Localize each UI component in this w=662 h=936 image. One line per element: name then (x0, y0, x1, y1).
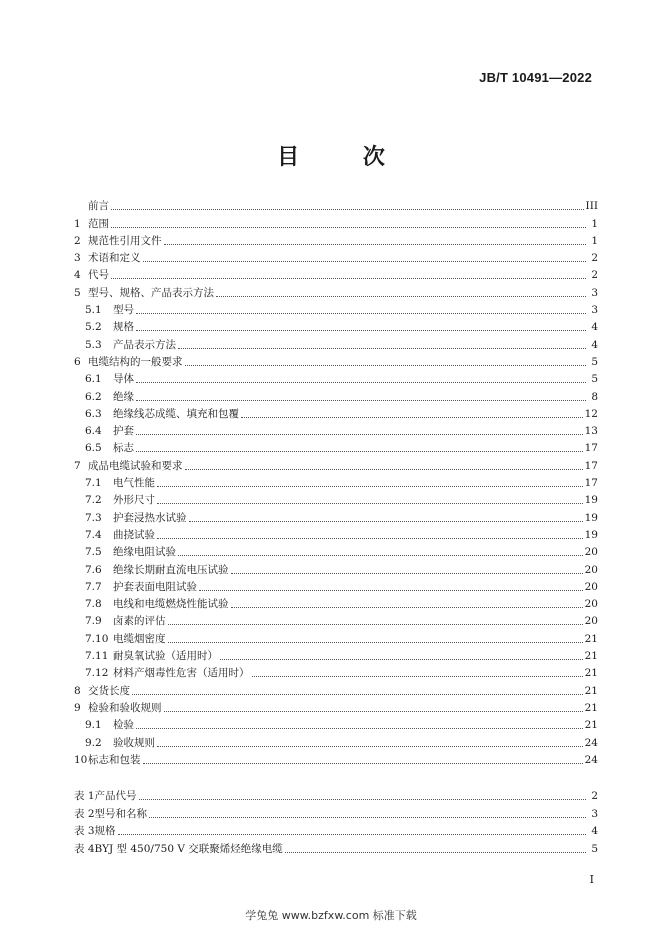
dot-leader (136, 451, 583, 452)
toc-entry[interactable] (74, 455, 598, 472)
toc-entry-page: 17 (584, 459, 598, 472)
toc-entry-label: 检验和验收规则 (88, 701, 162, 714)
toc-entry-label: 型号 (113, 304, 134, 317)
toc-entry-page: 24 (584, 736, 598, 749)
toc-entry-page: 19 (584, 528, 598, 541)
toc-entry[interactable] (74, 646, 598, 663)
dot-leader (139, 799, 586, 800)
toc-entry[interactable] (74, 334, 598, 351)
table-entry-label: 型号和名称 (94, 807, 148, 820)
toc-entry-number: 7.2 (85, 494, 102, 507)
dot-leader (132, 694, 583, 695)
toc-entry-label: 护套表面电阻试验 (113, 580, 197, 593)
toc-entry-number: 6.4 (85, 425, 102, 438)
toc-entry[interactable] (74, 507, 598, 524)
toc-entry-number: 9 (74, 701, 81, 714)
dot-leader (285, 852, 586, 853)
toc-entry[interactable] (74, 196, 598, 213)
toc-entry[interactable] (74, 282, 598, 299)
toc-entry-label: 术语和定义 (88, 252, 141, 265)
toc-entry-page: 12 (584, 407, 598, 420)
toc-entry-label: 电缆烟密度 (113, 632, 166, 645)
toc-entry-label: 电缆结构的一般要求 (88, 355, 183, 368)
dot-leader (231, 607, 583, 608)
toc-entry[interactable] (74, 750, 598, 767)
toc-entry-label: 外形尺寸 (113, 494, 155, 507)
toc-entry-label: 产品表示方法 (113, 338, 176, 351)
dot-leader (143, 763, 583, 764)
table-entry-label: 产品代号 (94, 789, 137, 802)
toc-entry-page: 2 (591, 252, 598, 265)
toc-entry-page: 20 (584, 546, 598, 559)
dot-leader (157, 486, 583, 487)
toc-entry[interactable] (74, 663, 598, 680)
toc-entry-number: 5.2 (85, 321, 102, 334)
toc-entry[interactable] (74, 265, 598, 282)
dot-leader (178, 348, 586, 349)
table-entry-page: 4 (591, 825, 598, 838)
dot-leader (136, 313, 586, 314)
toc-entry-number: 6.5 (85, 442, 102, 455)
dot-leader (252, 676, 583, 677)
toc-entry-page: 1 (591, 217, 598, 230)
table-entry-number: 表 3 (74, 825, 95, 838)
toc-entry-page: 5 (591, 373, 598, 386)
toc-entry-number: 3 (74, 252, 81, 265)
toc-entry-page: 19 (584, 494, 598, 507)
toc-entry[interactable] (74, 404, 598, 421)
toc-entry-page: 21 (584, 684, 598, 697)
toc-entry-page: 3 (591, 286, 598, 299)
dot-leader (111, 209, 584, 210)
dot-leader (164, 711, 583, 712)
dot-leader (157, 503, 583, 504)
toc-entry-page: 20 (584, 563, 598, 576)
toc-entry[interactable] (74, 473, 598, 490)
table-entry[interactable] (74, 803, 598, 821)
toc-entry[interactable] (74, 611, 598, 628)
dot-leader (216, 296, 586, 297)
toc-entry-number: 2 (74, 234, 81, 247)
toc-entry-number: 7.10 (85, 632, 109, 645)
toc-entry-number: 7.8 (85, 598, 102, 611)
toc-entry-label: 材料产烟毒性危害（适用时） (113, 667, 250, 680)
table-list (74, 785, 598, 856)
toc-entry-number: 8 (74, 684, 81, 697)
toc-entry[interactable] (74, 577, 598, 594)
dot-leader (157, 538, 583, 539)
toc-entry-label: 电线和电缆燃烧性能试验 (113, 598, 229, 611)
dot-leader (136, 728, 583, 729)
toc-entry[interactable] (74, 317, 598, 334)
toc-entry-label: 曲挠试验 (113, 528, 155, 541)
table-entry-label: BYJ 型 450/750 V 交联聚烯烃绝缘电缆 (94, 843, 283, 856)
dot-leader (189, 521, 583, 522)
toc-entry-page: 24 (584, 753, 598, 766)
toc-entry-label: 验收规则 (113, 736, 155, 749)
toc-entry-number: 7.7 (85, 580, 102, 593)
toc-entry[interactable] (74, 248, 598, 265)
dot-leader (231, 573, 583, 574)
footer-watermark: 学兔兔 www.bzfxw.com 标准下载 (245, 909, 417, 922)
toc-entry-label: 前言 (88, 200, 109, 213)
table-entry-page: 5 (591, 843, 598, 856)
dot-leader (168, 624, 583, 625)
dot-leader (118, 834, 586, 835)
dot-leader (143, 261, 587, 262)
toc-entry-page: III (585, 200, 598, 213)
toc-entry-number: 4 (74, 269, 81, 282)
dot-leader (241, 417, 583, 418)
toc-entry-page: 8 (591, 390, 598, 403)
toc-entry-label: 耐臭氧试验（适用时） (113, 650, 218, 663)
toc-entry-page: 2 (591, 269, 598, 282)
toc-entry[interactable] (74, 438, 598, 455)
toc-entry-page: 4 (591, 338, 598, 351)
toc-entry-label: 成品电缆试验和要求 (88, 459, 183, 472)
toc-entry[interactable] (74, 628, 598, 645)
toc-entry[interactable] (74, 542, 598, 559)
toc-entry-number: 7.9 (85, 615, 102, 628)
dot-leader (164, 244, 587, 245)
toc-entry-label: 绝缘长期耐直流电压试验 (113, 563, 229, 576)
dot-leader (111, 227, 586, 228)
toc-entry[interactable] (74, 680, 598, 697)
toc-entry-page: 21 (584, 701, 598, 714)
toc-entry-page: 17 (584, 477, 598, 490)
standard-number: JB/T 10491—2022 (479, 70, 592, 85)
toc-entry-page: 1 (591, 234, 598, 247)
dot-leader (185, 469, 583, 470)
toc-entry[interactable] (74, 352, 598, 369)
toc-entry-label: 电气性能 (113, 477, 155, 490)
toc-entry-number: 7.3 (85, 511, 102, 524)
dot-leader (168, 642, 583, 643)
toc-entry-page: 21 (584, 650, 598, 663)
page-title: 目 次 (277, 145, 413, 170)
toc-entry-label: 范围 (88, 217, 109, 230)
toc-entry-page: 21 (584, 632, 598, 645)
toc-entry-number: 6.3 (85, 407, 102, 420)
toc-entry-label: 护套 (113, 425, 134, 438)
toc-entry-number: 7.5 (85, 546, 102, 559)
toc-entry-number: 1 (74, 217, 81, 230)
toc-entry-number: 6.1 (85, 373, 102, 386)
toc-entry-number: 5.3 (85, 338, 102, 351)
dot-leader (111, 278, 586, 279)
dot-leader (136, 330, 586, 331)
toc-entry-number: 7.11 (85, 650, 109, 663)
toc-entry-page: 19 (584, 511, 598, 524)
toc-entry-label: 卤素的评估 (113, 615, 166, 628)
table-entry[interactable] (74, 785, 598, 803)
toc-entry[interactable] (74, 300, 598, 317)
toc-entry-label: 检验 (113, 719, 134, 732)
toc-entry-label: 导体 (113, 373, 134, 386)
table-entry-page: 3 (591, 807, 598, 820)
dot-leader (149, 817, 586, 818)
dot-leader (157, 746, 583, 747)
toc-entry-number: 6.2 (85, 390, 102, 403)
toc-entry-page: 20 (584, 615, 598, 628)
toc-entry-page: 20 (584, 580, 598, 593)
toc-entry[interactable] (74, 594, 598, 611)
dot-leader (220, 659, 583, 660)
toc-entry[interactable] (74, 525, 598, 542)
toc-entry-number: 7.1 (85, 477, 102, 490)
table-entry-label: 规格 (94, 825, 116, 838)
dot-leader (136, 382, 586, 383)
table-entry-number: 表 1 (74, 789, 95, 802)
toc-entry[interactable] (74, 369, 598, 386)
toc-entry-label: 绝缘电阻试验 (113, 546, 176, 559)
toc-entry-number: 6 (74, 355, 81, 368)
toc-entry-page: 17 (584, 442, 598, 455)
toc-entry[interactable] (74, 715, 598, 732)
toc-entry-page: 4 (591, 321, 598, 334)
toc-entry-number: 9.1 (85, 719, 102, 732)
toc-entry-label: 绝缘线芯成缆、填充和包覆 (113, 407, 239, 420)
toc-entry[interactable] (74, 490, 598, 507)
toc-entry-number: 10 (74, 753, 88, 766)
table-entry-number: 表 4 (74, 843, 95, 856)
toc-entry-label: 标志 (113, 442, 134, 455)
toc-entry-page: 3 (591, 304, 598, 317)
toc-entry-label: 规格 (113, 321, 134, 334)
toc-entry-page: 21 (584, 667, 598, 680)
toc-entry[interactable] (74, 559, 598, 576)
table-entry-page: 2 (591, 789, 598, 802)
toc-entry[interactable] (74, 698, 598, 715)
toc-entry-label: 绝缘 (113, 390, 134, 403)
table-entry-number: 表 2 (74, 807, 95, 820)
page-number: I (589, 873, 594, 886)
toc-entry[interactable] (74, 213, 598, 230)
toc-entry-number: 7.12 (85, 667, 109, 680)
toc-entry-label: 交货长度 (88, 684, 130, 697)
dot-leader (199, 590, 583, 591)
dot-leader (185, 365, 587, 366)
toc-entry-number: 5.1 (85, 304, 102, 317)
table-entry[interactable] (74, 838, 598, 856)
toc-entry[interactable] (74, 421, 598, 438)
dot-leader (136, 400, 586, 401)
dot-leader (178, 555, 583, 556)
toc-entry-number: 7.4 (85, 528, 102, 541)
toc-entry[interactable] (74, 732, 598, 749)
toc-entry-label: 规范性引用文件 (88, 234, 162, 247)
toc-entry-page: 21 (584, 719, 598, 732)
toc-entry[interactable] (74, 386, 598, 403)
toc-entry-label: 代号 (88, 269, 109, 282)
toc-entry-page: 5 (591, 355, 598, 368)
toc-entry[interactable] (74, 231, 598, 248)
table-entry[interactable] (74, 821, 598, 839)
toc-entry-number: 9.2 (85, 736, 102, 749)
dot-leader (136, 434, 583, 435)
toc-entry-label: 标志和包装 (88, 753, 141, 766)
toc-entry-label: 护套浸热水试验 (113, 511, 187, 524)
toc-entry-page: 20 (584, 598, 598, 611)
toc-entry-number: 5 (74, 286, 81, 299)
toc-entry-page: 13 (584, 425, 598, 438)
toc-list (74, 196, 598, 767)
toc-entry-label: 型号、规格、产品表示方法 (88, 286, 214, 299)
toc-entry-number: 7 (74, 459, 81, 472)
toc-entry-number: 7.6 (85, 563, 102, 576)
